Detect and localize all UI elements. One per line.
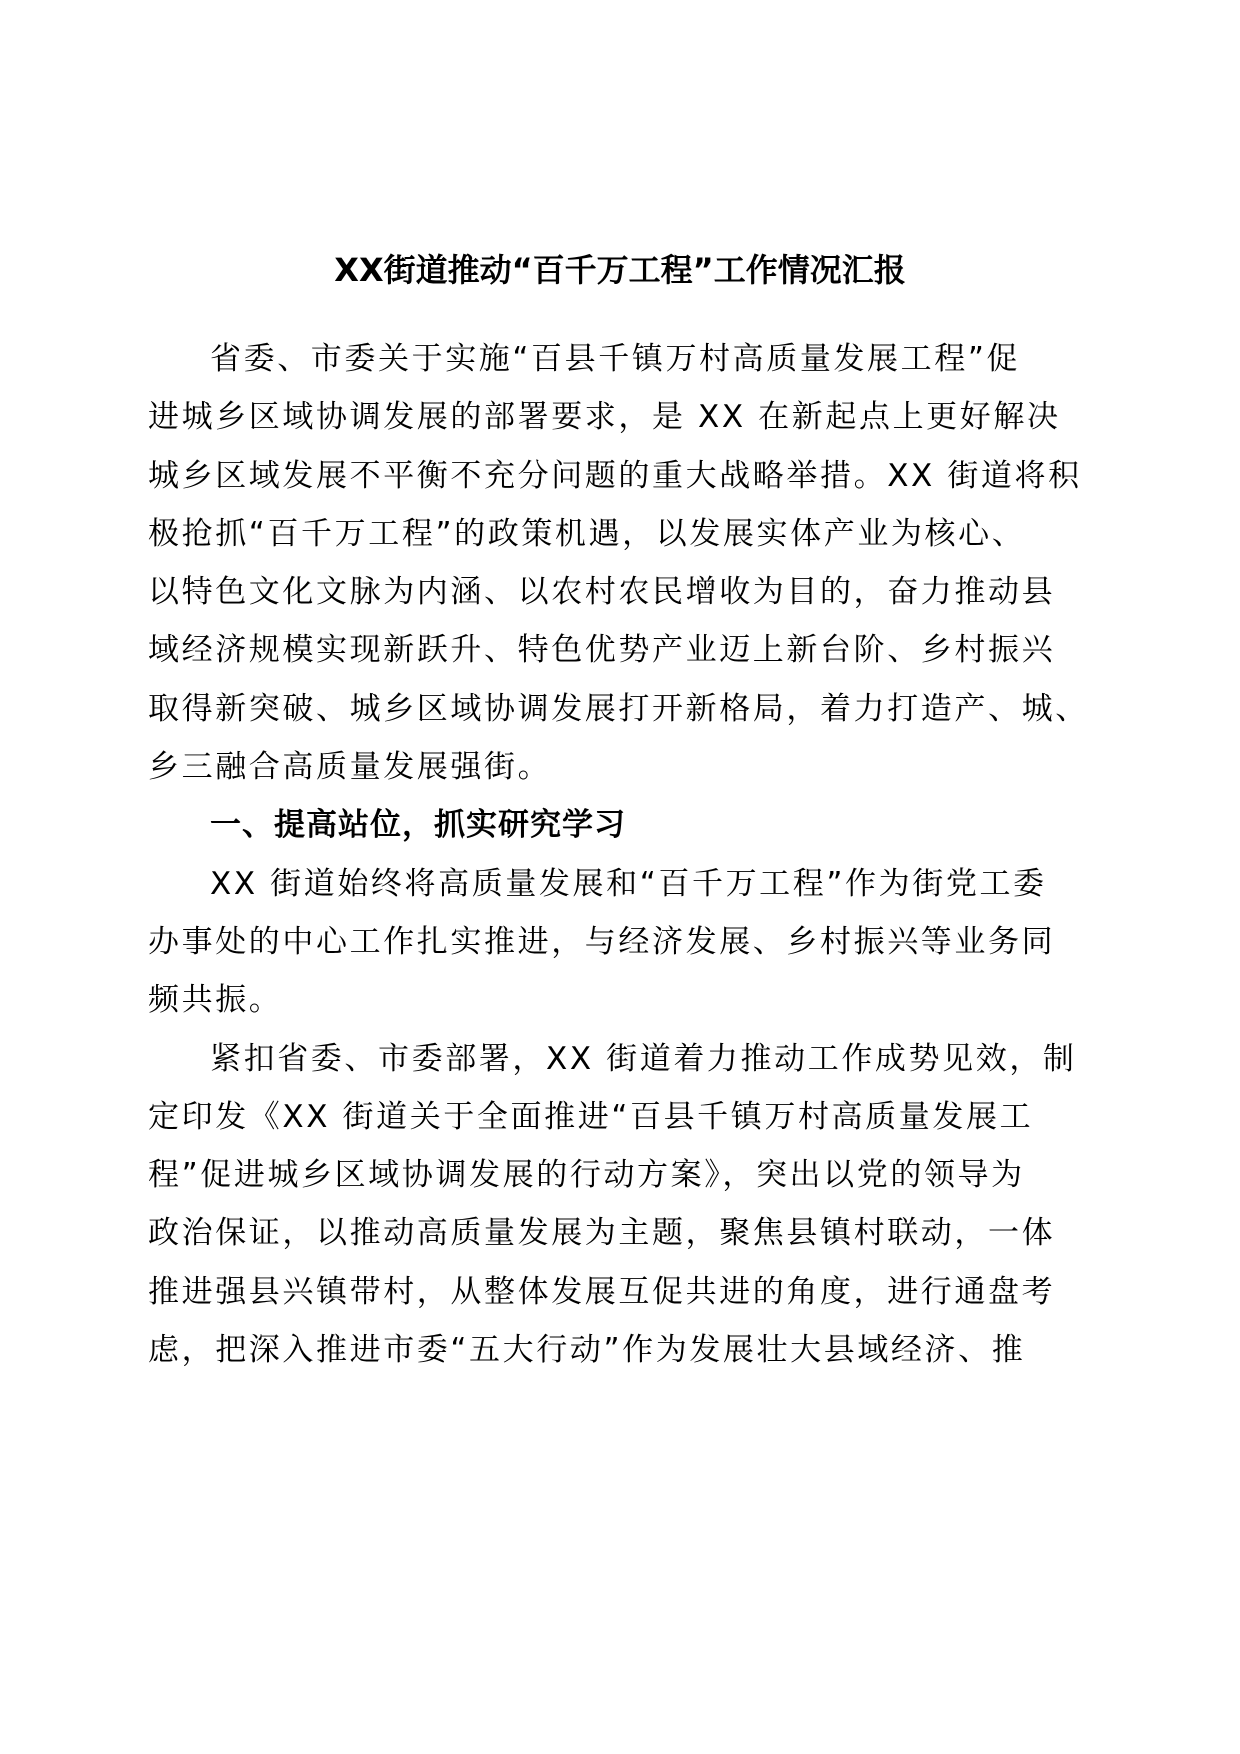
- paragraph-1-line-2: 进城乡区域协调发展的部署要求，是 XX 在新起点上更好解决: [148, 399, 1061, 436]
- paragraph-2-line-1: XX 街道始终将高质量发展和“百千万工程”作为街党工委: [210, 865, 1047, 902]
- paragraph-2-line-2: 办事处的中心工作扎实推进，与经济发展、乡村振兴等业务同: [148, 923, 1056, 960]
- paragraph-3-line-3: 程”促进城乡区域协调发展的行动方案》，突出以党的领导为: [148, 1157, 1025, 1194]
- paragraph-1-line-4: 极抢抓“百千万工程”的政策机遇，以发展实体产业为核心、: [148, 515, 1026, 552]
- paragraph-1-line-6: 域经济规模实现新跃升、特色优势产业迈上新台阶、乡村振兴: [148, 632, 1056, 669]
- paragraph-3-line-2: 定印发《XX 街道关于全面推进“百县千镇万村高质量发展工: [148, 1098, 1034, 1135]
- paragraph-1-line-1: 省委、市委关于实施“百县千镇万村高质量发展工程”促: [210, 341, 1021, 377]
- paragraph-1-line-8: 乡三融合高质量发展强街。: [148, 749, 552, 786]
- document-body: [148, 330, 1089, 1379]
- paragraph-3-line-4: 政治保证，以推动高质量发展为主题，聚焦县镇村联动，一体: [148, 1215, 1056, 1252]
- section-heading-1: 一、提高站位，抓实研究学习: [210, 807, 626, 844]
- paragraph-1-line-5: 以特色文化文脉为内涵、以农村农民增收为目的，奋力推动县: [148, 574, 1056, 611]
- paragraph-3-line-5: 推进强县兴镇带村，从整体发展互促共进的角度，进行通盘考: [148, 1273, 1056, 1310]
- paragraph-3-line-6: 虑，把深入推进市委“五大行动”作为发展壮大县域经济、推: [148, 1332, 1026, 1369]
- document-title: XX街道推动“百千万工程”工作情况汇报: [334, 251, 906, 289]
- paragraph-1-line-7: 取得新突破、城乡区域协调发展打开新格局，着力打造产、城、: [148, 690, 1089, 727]
- paragraph-2-line-3: 频共振。: [148, 982, 283, 1019]
- paragraph-1-line-3: 城乡区域发展不平衡不充分问题的重大战略举措。XX 街道将积: [148, 457, 1082, 494]
- paragraph-3-line-1: 紧扣省委、市委部署，XX 街道着力推动工作成势见效，制: [210, 1040, 1077, 1077]
